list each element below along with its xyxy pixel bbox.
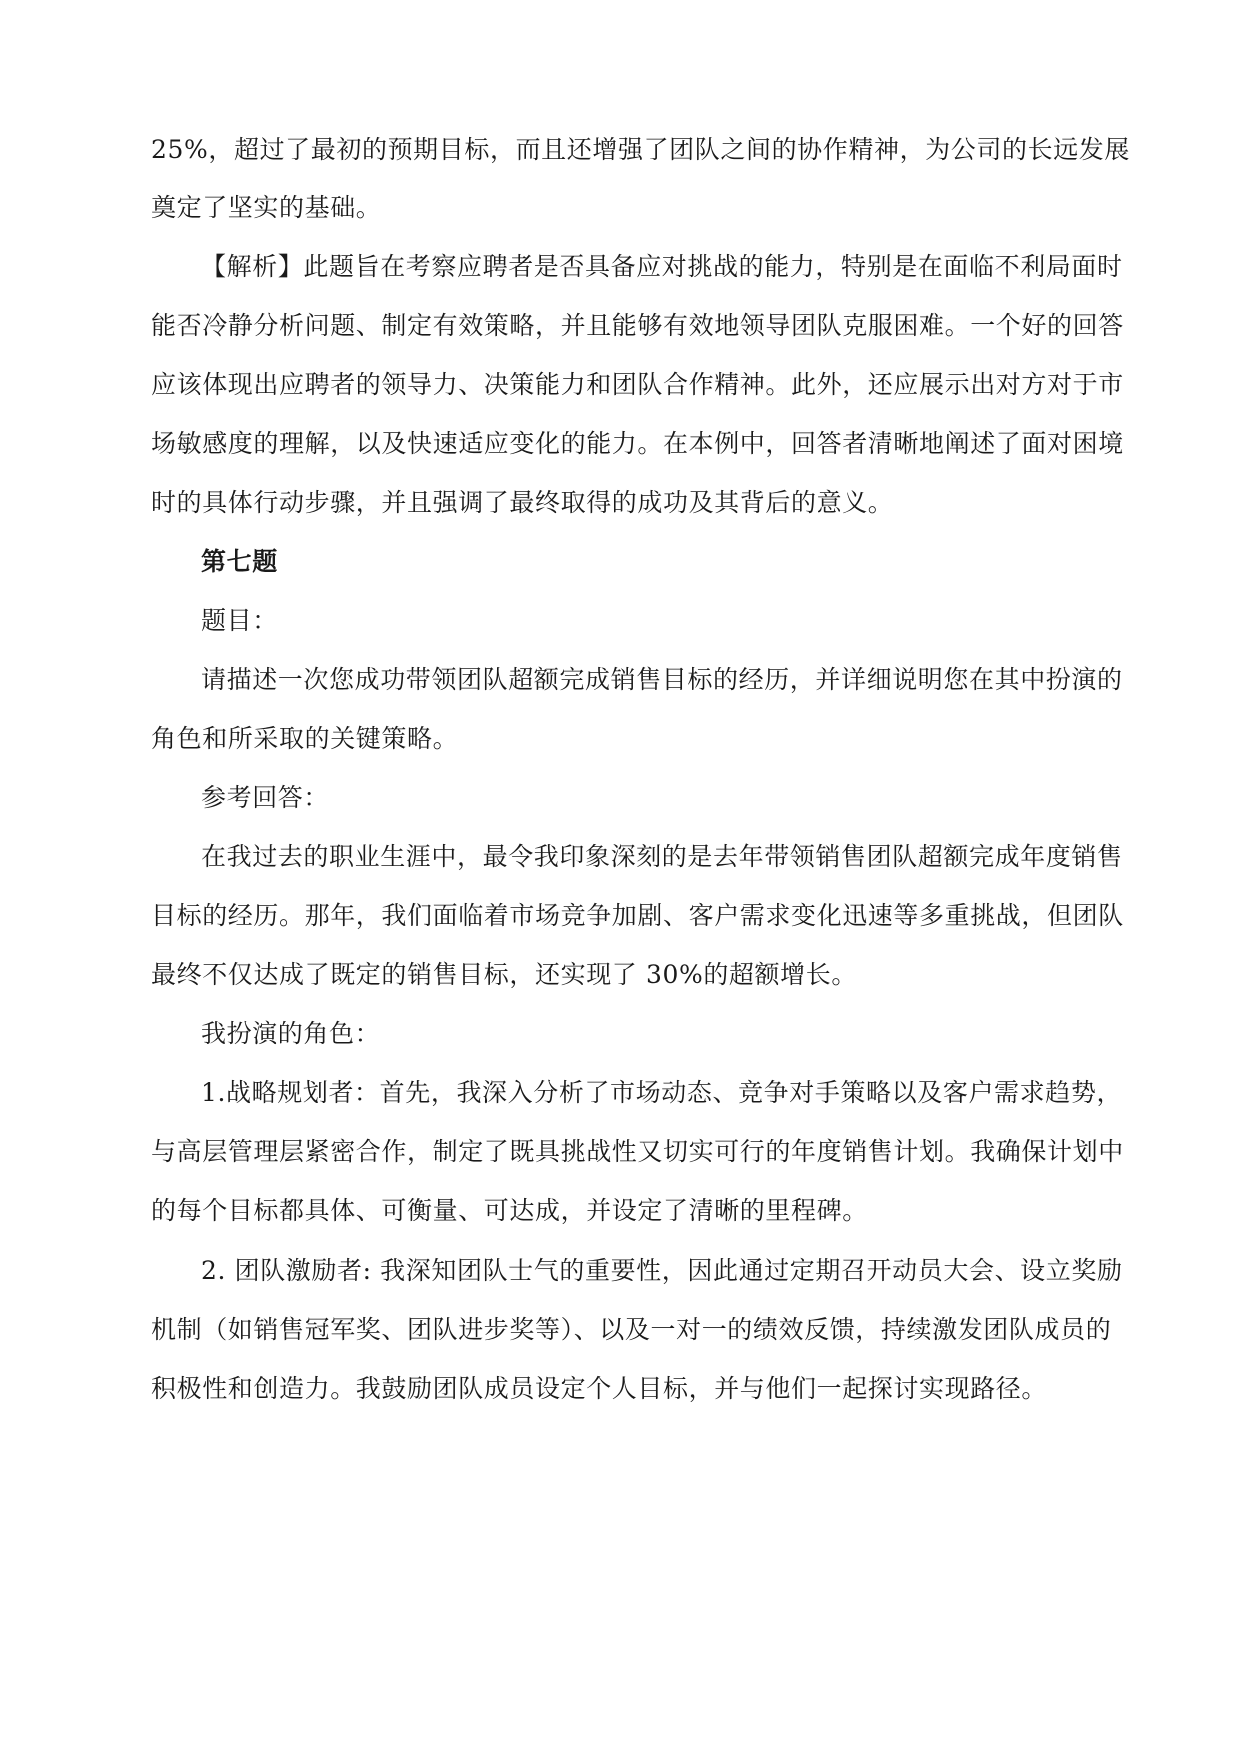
question-label: 题目： <box>201 606 278 635</box>
role-label: 我扮演的角色： <box>201 1019 381 1048</box>
analysis-line: 应该体现出应聘者的领导力、决策能力和团队合作精神。此外，还应展示出对方对于市 <box>151 370 1124 399</box>
paragraph-line: 25%，超过了最初的预期目标，而且还增强了团队之间的协作精神，为公司的长远发展 <box>151 135 1130 164</box>
answer-line: 在我过去的职业生涯中，最令我印象深刻的是去年带领销售团队超额完成年度销售 <box>201 842 1123 871</box>
role-item-line: 机制（如销售冠军奖、团队进步奖等）、以及一对一的绩效反馈，持续激发团队成员的 <box>151 1315 1112 1344</box>
question-heading: 第七题 <box>201 547 278 576</box>
analysis-line: 场敏感度的理解，以及快速适应变化的能力。在本例中，回答者清晰地阐述了面对困境 <box>151 429 1124 458</box>
answer-line: 目标的经历。那年，我们面临着市场竞争加剧、客户需求变化迅速等多重挑战，但团队 <box>151 901 1124 930</box>
answer-line: 最终不仅达成了既定的销售目标，还实现了 30%的超额增长。 <box>151 960 857 989</box>
role-item-line: 积极性和创造力。我鼓励团队成员设定个人目标，并与他们一起探讨实现路径。 <box>151 1374 1048 1403</box>
analysis-line: 时的具体行动步骤，并且强调了最终取得的成功及其背后的意义。 <box>151 488 894 517</box>
role-item-line: 与高层管理层紧密合作，制定了既具挑战性又切实可行的年度销售计划。我确保计划中 <box>151 1137 1124 1166</box>
question-line: 请描述一次您成功带领团队超额完成销售目标的经历，并详细说明您在其中扮演的 <box>201 665 1123 694</box>
question-line: 角色和所采取的关键策略。 <box>151 724 459 753</box>
role-item-line: 2. 团队激励者: 我深知团队士气的重要性，因此通过定期召开动员大会、设立奖励 <box>201 1256 1123 1285</box>
role-item-line: 的每个目标都具体、可衡量、可达成，并设定了清晰的里程碑。 <box>151 1196 868 1225</box>
role-item-line: 1.战略规划者：首先，我深入分析了市场动态、竞争对手策略以及客户需求趋势， <box>201 1078 1123 1107</box>
paragraph-line: 奠定了坚实的基础。 <box>151 193 382 222</box>
answer-label: 参考回答： <box>201 783 330 812</box>
analysis-line: 能否冷静分析问题、制定有效策略，并且能够有效地领导团队克服困难。一个好的回答 <box>151 311 1124 340</box>
analysis-line: 【解析】此题旨在考察应聘者是否具备应对挑战的能力，特别是在面临不利局面时 <box>201 252 1123 281</box>
